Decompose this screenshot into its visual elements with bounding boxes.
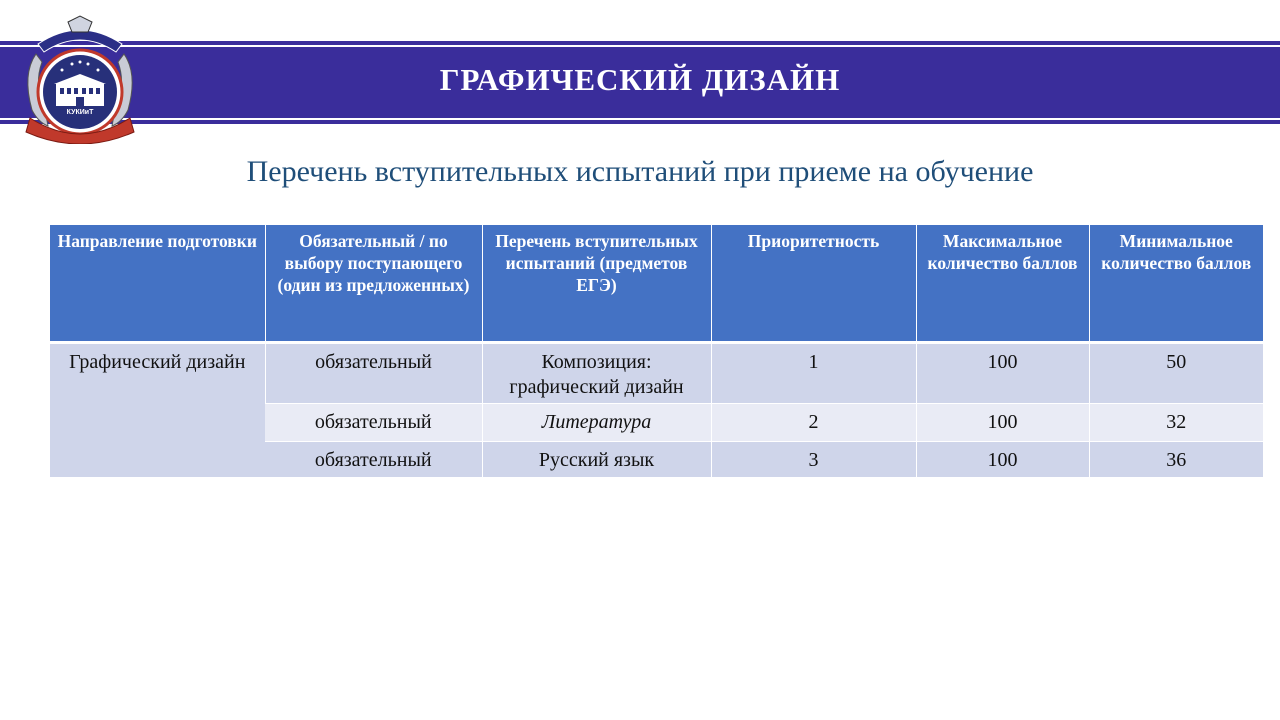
col-header-priority: Приоритетность [711,225,916,342]
university-logo [18,14,142,144]
cell-max-score: 100 [916,342,1089,403]
cell-min-score: 50 [1089,342,1263,403]
col-header-type: Обязательный / по выбору поступающего (один из предложенных) [265,225,482,342]
cell-min-score: 32 [1089,403,1263,441]
table-header-row [50,225,1263,342]
cell-direction: Графический дизайн [50,342,265,477]
col-header-max-score: Максимальное количество баллов [916,225,1089,342]
table-row [50,342,1263,403]
cell-min-score: 36 [1089,441,1263,477]
cell-type: обязательный [265,342,482,403]
logo-crest [68,16,92,32]
logo-label: КУКИиТ [66,109,94,116]
col-header-direction: Направление подготовки [50,225,265,342]
page-title: ГРАФИЧЕСКИЙ ДИЗАЙН [439,62,841,97]
cell-priority: 2 [711,403,916,441]
title-banner [0,41,1280,124]
page-subtitle: Перечень вступительных испытаний при приеме на обучение [246,155,1034,188]
cell-priority: 3 [711,441,916,477]
cell-subject: Композиция: графический дизайн [482,342,711,403]
cell-priority: 1 [711,342,916,403]
col-header-min-score: Минимальное количество баллов [1089,225,1263,342]
entrance-exams-table [50,225,1263,477]
cell-type: обязательный [265,403,482,441]
banner-bottom-line [0,118,1280,120]
cell-subject: Литература [482,403,711,441]
cell-max-score: 100 [916,403,1089,441]
cell-max-score: 100 [916,441,1089,477]
cell-type: обязательный [265,441,482,477]
banner-top-line [0,45,1280,47]
cell-subject: Русский язык [482,441,711,477]
col-header-subjects: Перечень вступительных испытаний (предметов ЕГЭ) [482,225,711,342]
